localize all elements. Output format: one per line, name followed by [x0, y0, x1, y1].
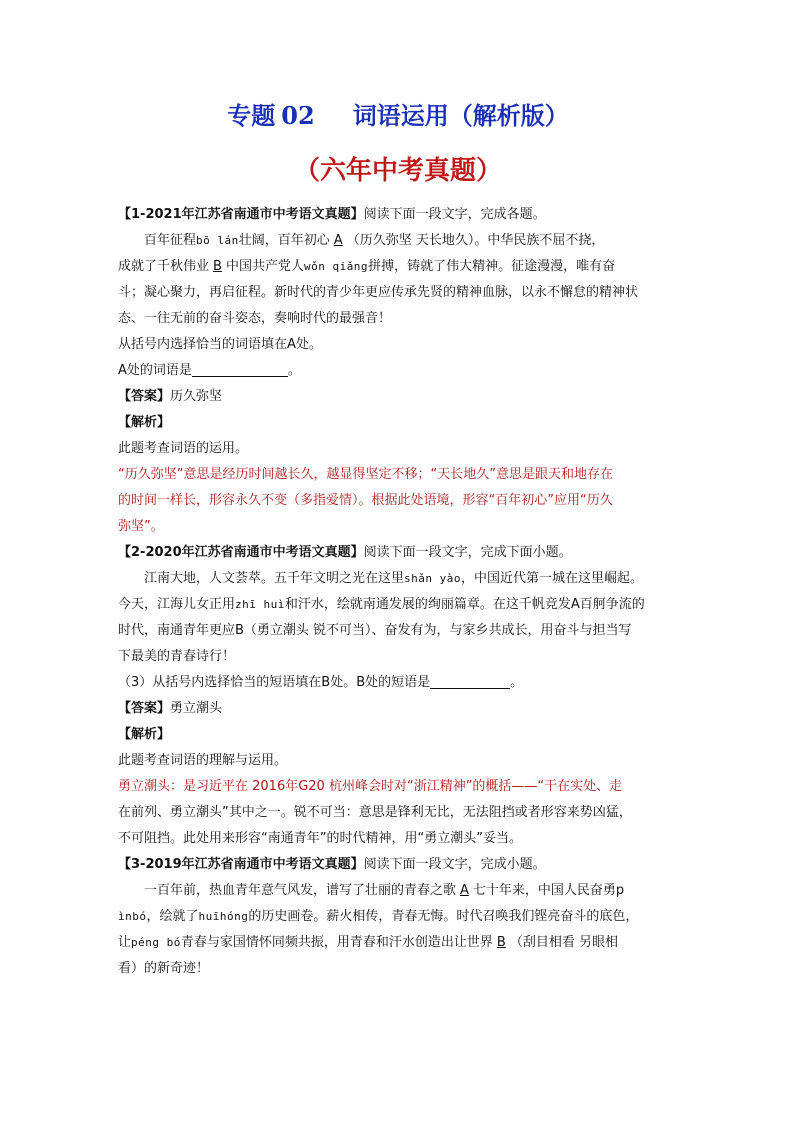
passage-text: 让 — [118, 935, 132, 950]
passage-text: 和汗水，绘就南通发展的绚丽篇章。在这千帆竞发A百舸争流的 — [284, 597, 645, 612]
question-source-tag: 【3-2019年江苏省南通市中考语文真题】 — [118, 857, 364, 872]
document-page — [118, 96, 678, 982]
pinyin-text: péng bó — [131, 936, 181, 949]
question-header — [118, 852, 678, 878]
title-main: 词语运用（解析版） — [352, 101, 569, 130]
answer-tag: 【答案】 — [118, 389, 171, 404]
pinyin-text: zhī huì — [235, 598, 285, 611]
question-header — [118, 540, 678, 566]
passage-text: 拼搏，铸就了伟大精神。征途漫漫，唯有奋 — [368, 259, 616, 274]
question-1 — [118, 202, 678, 540]
pinyin-text: wǒn qiǎng — [303, 260, 369, 273]
passage-line: 时代，南通青年更应B（勇立潮头 锐不可当）、奋发有为，与家乡共成长，用奋斗与担当写 — [118, 623, 632, 638]
analysis-line: 弥坚”。 — [118, 519, 164, 534]
analysis-line: “历久弥坚”意思是经历时间越长久，越显得坚定不移；“天长地久”意思是跟天和地存在 — [118, 467, 613, 482]
pinyin-text: ìnbó — [118, 910, 147, 923]
passage-text: 成就了千秋伟业 — [118, 259, 210, 274]
question-instruction: 阅读下面一段文字，完成小题。 — [363, 857, 546, 872]
prompt-text: （3）从括号内选择恰当的短语填在B处。B处的短语是 — [118, 675, 431, 690]
question-2 — [118, 540, 678, 852]
passage-text: 百年征程 — [144, 233, 197, 248]
passage-text: ，绘就了 — [146, 909, 199, 924]
passage-text: 的历史画卷。薪火相传，青春无悔。时代召唤我们铿亮奋斗的底色， — [248, 909, 639, 924]
analysis-line: 此题考查词语的运用。 — [118, 441, 249, 456]
answer-line — [118, 696, 678, 722]
passage-text: 今天，江海儿女正用 — [118, 597, 236, 612]
analysis-line: 的时间一样长，形容永久不变（多指爱情）。根据此处语境，形容“百年初心”应用“历久 — [118, 493, 613, 508]
title-prefix: 专题 — [227, 101, 276, 130]
answer-text: 历久弥坚 — [170, 389, 223, 404]
question-prompt — [118, 670, 678, 696]
passage-line — [118, 592, 678, 618]
question-instruction: 阅读下面一段文字，完成下面小题。 — [363, 545, 572, 560]
passage-line: 态、一往无前的奋斗姿态，奏响时代的最强音！ — [118, 311, 392, 326]
passage-text: 壮阔，百年初心 — [238, 233, 330, 248]
question-3 — [118, 852, 678, 982]
analysis-line: 此题考查词语的理解与运用。 — [118, 753, 288, 768]
passage-line — [118, 930, 678, 956]
answer-tag: 【答案】 — [118, 701, 171, 716]
passage-line — [118, 904, 678, 930]
question-prompt — [118, 358, 678, 384]
answer-text: 勇立潮头 — [170, 701, 223, 716]
answer-blank — [430, 672, 510, 689]
passage-line — [118, 228, 678, 254]
title-number: 02 — [281, 101, 315, 130]
pinyin-text: huīhóng — [198, 910, 249, 923]
question-source-tag: 【1-2021年江苏省南通市中考语文真题】 — [118, 207, 364, 222]
passage-line: 下最美的青春诗行！ — [118, 649, 236, 664]
passage-line — [118, 878, 678, 904]
blank-a: A — [333, 233, 343, 248]
analysis-tag: 【解析】 — [118, 727, 171, 742]
prompt-text: A处的词语是 — [118, 363, 192, 378]
page-subtitle: （六年中考真题） — [293, 156, 502, 186]
passage-text: 青春与家国情怀同频共振，用青春和汗水创造出让世界 — [180, 935, 493, 950]
passage-text: 七十年来，中国人民奋勇p — [472, 883, 625, 898]
pinyin-text: bō lán — [196, 234, 239, 247]
passage-line: 斗；凝心聚力，再启征程。新时代的青少年更应传承先贤的精神血脉，以永不懈怠的精神状 — [118, 285, 639, 300]
question-instruction: 阅读下面一段文字，完成各题。 — [363, 207, 546, 222]
pinyin-text: shǎn yào — [404, 572, 461, 585]
passage-text: （刮目相看 另眼相 — [509, 935, 618, 950]
passage-text: 江南大地，人文荟萃。五千年文明之光在这里 — [144, 571, 405, 586]
blank-a: A — [460, 883, 469, 898]
passage-line — [118, 566, 678, 592]
passage-line — [118, 254, 678, 280]
passage-text: ，中国近代第一城在这里崛起。 — [461, 571, 644, 586]
question-source-tag: 【2-2020年江苏省南通市中考语文真题】 — [118, 545, 364, 560]
question-prompt: 从括号内选择恰当的词语填在A处。 — [118, 337, 322, 352]
question-header — [118, 202, 678, 228]
passage-text: （历久弥坚 天长地久）。中华民族不屈不挠， — [346, 233, 605, 248]
passage-text: 中国共产党人 — [225, 259, 304, 274]
blank-b: B — [213, 259, 222, 274]
analysis-line: 不可阻挡。此处用来形容“南通青年”的时代精神，用“勇立潮头”妥当。 — [118, 831, 522, 846]
answer-line — [118, 384, 678, 410]
passage-line: 看）的新奇迹！ — [118, 961, 210, 976]
passage-text: 一百年前，热血青年意气风发，谱写了壮丽的青春之歌 — [144, 883, 457, 898]
prompt-text: 。 — [510, 675, 524, 690]
prompt-text: 。 — [287, 363, 301, 378]
analysis-line: 在前列、勇立潮头”其中之一。锐不可当：意思是锋利无比，无法阻挡或者形容来势凶猛， — [118, 805, 632, 820]
answer-blank — [192, 360, 288, 377]
analysis-tag: 【解析】 — [118, 415, 171, 430]
page-title — [118, 96, 678, 136]
blank-b: B — [496, 935, 506, 950]
analysis-line: 勇立潮头：是习近平在 2016年G20 杭州峰会时对“浙江精神”的概括——“干在实处、走 — [118, 779, 623, 794]
